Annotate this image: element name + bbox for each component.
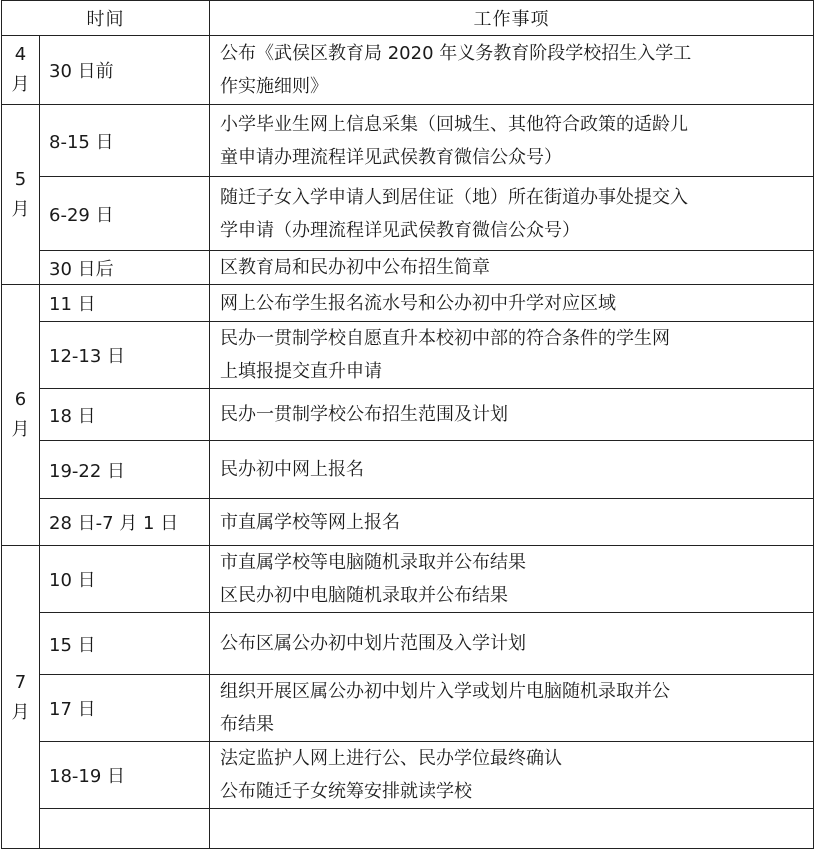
task-cell (210, 742, 814, 809)
date-cell: 28 日-7 月 1 日 (40, 499, 210, 546)
month-suffix: 月 (11, 198, 30, 220)
schedule-row (2, 251, 814, 285)
task-line: 随迁子女入学申请人到居住证（地）所在街道办事处提交入 (220, 186, 688, 208)
task-line: 公布区属公办初中划片范围及入学计划 (220, 633, 526, 654)
schedule-row (2, 322, 814, 389)
month-cell (2, 546, 40, 849)
task-line: 童申请办理流程详见武侯教育微信公众号） (220, 146, 562, 168)
task-line: 上填报提交直升申请 (220, 361, 382, 382)
schedule-row (2, 613, 814, 675)
header-row (2, 1, 814, 36)
month-number: 4 (14, 44, 27, 65)
task-line: 民办一贯制学校自愿直升本校初中部的符合条件的学生网 (220, 328, 670, 349)
task-cell (210, 675, 814, 742)
date-cell: 30 日后 (40, 251, 210, 285)
schedule-row (2, 742, 814, 809)
task-cell (210, 441, 814, 499)
month-suffix: 月 (11, 702, 30, 723)
month-suffix: 月 (11, 74, 30, 95)
date-cell: 18-19 日 (40, 742, 210, 809)
schedule-row (2, 441, 814, 499)
task-cell (210, 809, 814, 849)
task-line: 市直属学校等网上报名 (220, 511, 400, 533)
task-line: 公布随迁子女统筹安排就读学校 (220, 781, 472, 802)
task-cell (210, 546, 814, 613)
task-line: 民办一贯制学校公布招生范围及计划 (220, 404, 508, 425)
task-cell (210, 251, 814, 285)
schedule-row (2, 105, 814, 177)
month-number: 6 (14, 389, 27, 410)
date-cell: 12-13 日 (40, 322, 210, 389)
task-cell (210, 285, 814, 322)
task-cell (210, 389, 814, 441)
task-cell (210, 322, 814, 389)
task-line: 市直属学校等电脑随机录取并公布结果 (220, 552, 526, 573)
month-cell (2, 285, 40, 546)
task-line: 公布《武侯区教育局 2020 年义务教育阶段学校招生入学工 (220, 43, 692, 64)
date-cell: 19-22 日 (40, 441, 210, 499)
task-line: 网上公布学生报名流水号和公办初中升学对应区域 (220, 292, 616, 314)
task-line: 区教育局和民办初中公布招生简章 (220, 257, 490, 278)
task-cell (210, 613, 814, 675)
task-line: 民办初中网上报名 (220, 459, 364, 480)
month-number: 7 (14, 672, 27, 693)
date-cell: 18 日 (40, 389, 210, 441)
task-line: 区民办初中电脑随机录取并公布结果 (220, 585, 508, 606)
task-line: 作实施细则》 (220, 76, 328, 97)
month-cell (2, 36, 40, 105)
task-line: 组织开展区属公办初中划片入学或划片电脑随机录取并公 (220, 681, 670, 702)
date-cell: 17 日 (40, 675, 210, 742)
schedule-row (2, 809, 814, 849)
month-suffix: 月 (11, 419, 30, 440)
task-line: 布结果 (220, 714, 274, 735)
schedule-row (2, 499, 814, 546)
schedule-row (2, 177, 814, 251)
schedule-row (2, 285, 814, 322)
schedule-row (2, 36, 814, 105)
task-cell (210, 499, 814, 546)
date-cell: 11 日 (40, 285, 210, 322)
date-cell (40, 809, 210, 849)
task-cell (210, 177, 814, 251)
task-line: 法定监护人网上进行公、民办学位最终确认 (220, 748, 562, 769)
month-cell (2, 105, 40, 285)
task-cell (210, 105, 814, 177)
task-line: 学申请（办理流程详见武侯教育微信公众号） (220, 219, 580, 241)
task-cell (210, 36, 814, 105)
enrollment-schedule-table (1, 0, 814, 849)
time-header: 时间 (2, 1, 210, 36)
schedule-row (2, 389, 814, 441)
date-cell: 8-15 日 (40, 105, 210, 177)
date-cell: 15 日 (40, 613, 210, 675)
month-number: 5 (14, 168, 27, 190)
schedule-row (2, 675, 814, 742)
date-cell: 30 日前 (40, 36, 210, 105)
task-line: 小学毕业生网上信息采集（回城生、其他符合政策的适龄儿 (220, 113, 688, 135)
date-cell: 10 日 (40, 546, 210, 613)
date-cell: 6-29 日 (40, 177, 210, 251)
matters-header: 工作事项 (210, 1, 814, 36)
schedule-row (2, 546, 814, 613)
